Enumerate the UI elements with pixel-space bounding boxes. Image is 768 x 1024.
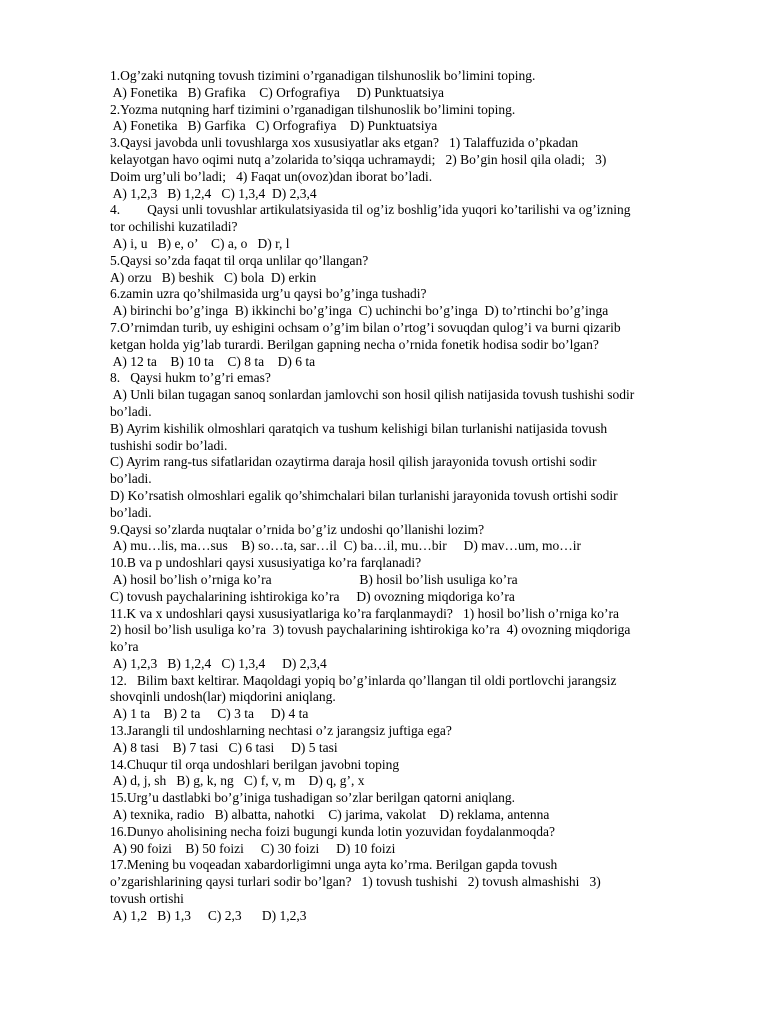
text-line: C) Ayrim rang-tus sifatlaridan ozaytirma daraja hosil qilish jarayonida tovush ortishi sodir [110, 454, 597, 470]
text-line: 11.K va x undoshlari qaysi xususiyatlariga ko’ra farqlanmaydi? 1) hosil bo’lish o’rniga ko’ra [110, 605, 619, 621]
text-line: 8. Qaysi hukm to’g’ri emas? [110, 370, 271, 386]
text-line: A) 90 foizi B) 50 foizi C) 30 foizi D) 10 foizi [110, 840, 396, 856]
text-line: 3.Qaysi javobda unli tovushlarga xos xususiyatlar aks etgan? 1) Talaffuzida o’pkadan [110, 135, 579, 151]
text-line: A) Unli bilan tugagan sanoq sonlardan jamlovchi son hosil qilish natijasida tovush tushishi sodir [110, 387, 635, 403]
text-line: 17.Mening bu voqeadan xabardorligimni unga ayta ko’rma. Berilgan gapda tovush [110, 857, 558, 873]
text-line: tovush ortishi [110, 891, 184, 907]
text-line: A) texnika, radio B) albatta, nahotki C) jarima, vakolat D) reklama, antenna [110, 807, 550, 823]
text-line: A) 8 tasi B) 7 tasi C) 6 tasi D) 5 tasi [110, 739, 338, 755]
text-line: A) 1,2,3 B) 1,2,4 C) 1,3,4 D) 2,3,4 [110, 655, 327, 671]
text-line: ketgan holda yig’lab turardi. Berilgan gapning necha o’rnida fonetik hodisa sodir bo’lgan? [110, 336, 599, 352]
text-line: ko’ra [110, 639, 139, 655]
text-line: o’zgarishlarining qaysi turlari sodir bo’lgan? 1) tovush tushishi 2) tovush almashishi 3) [110, 874, 601, 890]
text-line: 9.Qaysi so’zlarda nuqtalar o’rnida bo’g’iz undoshi qo’llanishi lozim? [110, 521, 485, 537]
text-line: A) mu…lis, ma…sus B) so…ta, sar…il C) ba…il, mu…bir D) mav…um, mo…ir [110, 538, 581, 554]
text-line: A) orzu B) beshik C) bola D) erkin [110, 269, 317, 285]
text-line: 16.Dunyo aholisining necha foizi bugungi kunda lotin yozuvidan foydalanmoqda? [110, 823, 556, 839]
text-line: Doim urg’uli bo’ladi; 4) Faqat un(ovoz)dan iborat bo’ladi. [110, 168, 433, 184]
text-line: B) Ayrim kishilik olmoshlari qaratqich va tushum kelishigi bilan turlanishi natijasida tovush [110, 420, 608, 436]
text-line: 2.Yozma nutqning harf tizimini o’rganadigan tilshunoslik bo’limini toping. [110, 101, 516, 117]
text-line: A) d, j, sh B) g, k, ng C) f, v, m D) q, g’, x [110, 773, 365, 789]
text-line: A) 12 ta B) 10 ta C) 8 ta D) 6 ta [110, 353, 316, 369]
text-line: tor ochilishi kuzatiladi? [110, 219, 238, 235]
text-line: 1.Og’zaki nutqning tovush tizimini o’rganadigan tilshunoslik bo’limini toping. [110, 68, 536, 83]
text-line: kelayotgan havo oqimi nutq a’zolarida to’siqqa uchramaydi; 2) Bo’gin hosil qila oladi; 3) [110, 151, 607, 167]
text-line: 14.Chuqur til orqa undoshlari berilgan javobni toping [110, 756, 400, 772]
text-line: 10.B va p undoshlari qaysi xususiyatiga ko’ra farqlanadi? [110, 555, 422, 571]
text-line: A) 1 ta B) 2 ta C) 3 ta D) 4 ta [110, 706, 309, 722]
text-line: D) Ko’rsatish olmoshlari egalik qo’shimchalari bilan turlanishi jarayonida tovush ortishi sodir [110, 487, 618, 503]
text-line: tushishi sodir bo’ladi. [110, 437, 228, 453]
text-line: 6.zamin uzra qo’shilmasida urg’u qaysi bo’g’inga tushadi? [110, 286, 427, 302]
text-line: bo’ladi. [110, 403, 152, 419]
text-line: 7.O’rnimdan turib, uy eshigini ochsam o’g’im bilan o’rtog’i sovuqdan qulog’i va burni qizarib [110, 319, 621, 335]
text-line: 15.Urg’u dastlabki bo’g’iniga tushadigan so’zlar berilgan qatorni aniqlang. [110, 790, 516, 806]
text-line: A) Fonetika B) Grafika C) Orfografiya D) Punktuatsiya [110, 84, 445, 100]
text-line: C) tovush paychalarining ishtirokiga ko’ra D) ovozning miqdoriga ko’ra [110, 588, 515, 604]
text-line: 4. Qaysi unli tovushlar artikulatsiyasida til og’iz boshlig’ida yuqori ko’tarilishi va og’izning [110, 202, 631, 218]
text-line: 13.Jarangli til undoshlarning nechtasi o’z jarangsiz juftiga ega? [110, 723, 452, 739]
text-line: A) i, u B) e, o’ C) a, o D) r, l [110, 235, 290, 251]
text-line: bo’ladi. [110, 504, 152, 520]
text-line: 2) hosil bo’lish usuliga ko’ra 3) tovush paychalarining ishtirokiga ko’ra 4) ovozning miqdoriga [110, 622, 631, 638]
text-line: bo’ladi. [110, 471, 152, 487]
text-line: 5.Qaysi so’zda faqat til orqa unlilar qo’llangan? [110, 252, 369, 268]
text-line: shovqinli undosh(lar) miqdorini aniqlang. [110, 689, 336, 705]
text-line: 12. Bilim baxt keltirar. Maqoldagi yopiq bo’g’inlarda qo’llangan til oldi portlovchi jarangsiz [110, 672, 617, 688]
text-line: A) 1,2,3 B) 1,2,4 C) 1,3,4 D) 2,3,4 [110, 185, 317, 201]
document-page [110, 68, 715, 925]
text-line: A) birinchi bo’g’inga B) ikkinchi bo’g’inga C) uchinchi bo’g’inga D) to’rtinchi bo’g’inga [110, 303, 609, 319]
text-line: A) 1,2 B) 1,3 C) 2,3 D) 1,2,3 [110, 907, 307, 923]
text-line: A) Fonetika B) Garfika C) Orfografiya D) Punktuatsiya [110, 118, 438, 134]
text-line: A) hosil bo’lish o’rniga ko’ra B) hosil bo’lish usuliga ko’ra [110, 571, 518, 587]
